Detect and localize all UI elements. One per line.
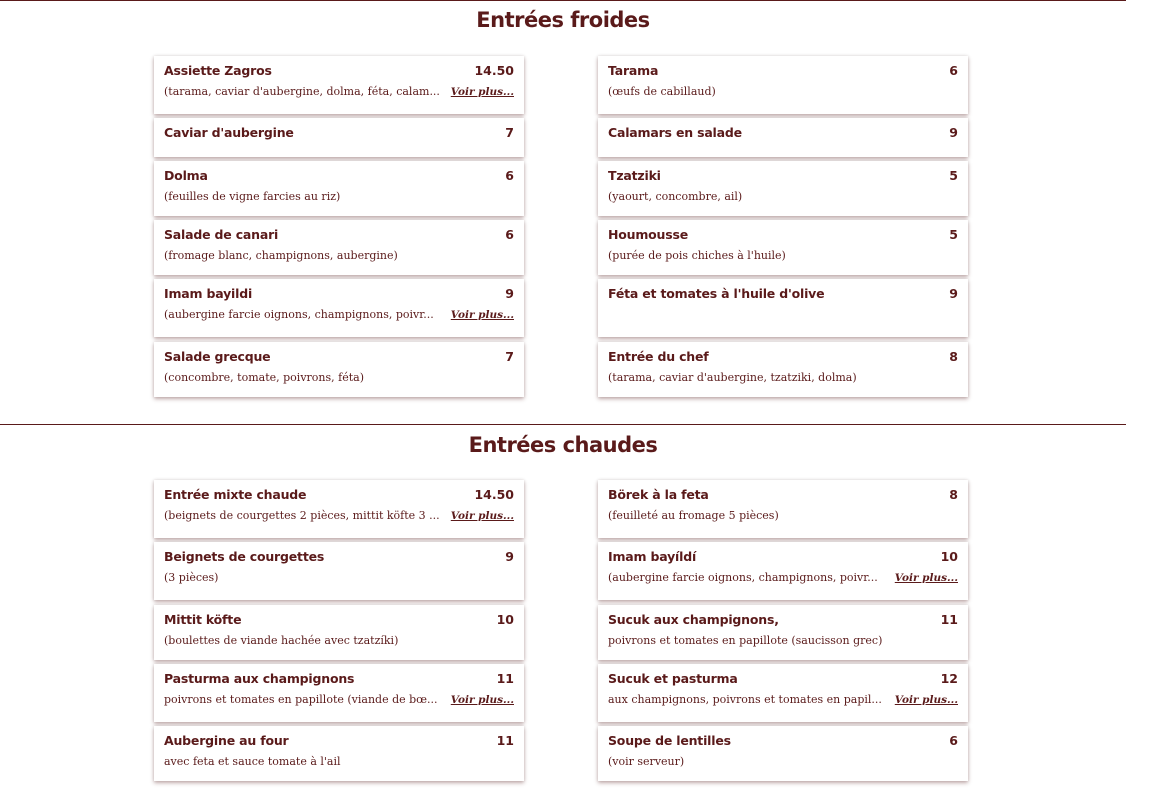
dish-description: (voir serveur) xyxy=(608,755,685,768)
dish-description: (3 pièces) xyxy=(164,571,219,584)
dish-price: 8 xyxy=(949,349,958,364)
see-more-link[interactable]: Voir plus... xyxy=(894,694,958,706)
dish-description: (aubergine farcie oignons, champignons, poivr... xyxy=(608,571,878,584)
dish-price: 5 xyxy=(949,227,958,242)
dish-description: (fromage blanc, champignons, aubergine) xyxy=(164,249,398,262)
dish-name: Sucuk et pasturma xyxy=(608,671,738,686)
dish-price: 5 xyxy=(949,168,958,183)
menu-item-card[interactable] xyxy=(598,542,968,600)
menu-item-card[interactable] xyxy=(598,664,968,722)
dish-price: 6 xyxy=(949,733,958,748)
menu-item-card[interactable] xyxy=(154,342,524,397)
dish-price: 9 xyxy=(505,549,514,564)
dish-description: (boulettes de viande hachée avec tzatzíki) xyxy=(164,634,399,647)
dish-price: 11 xyxy=(496,671,514,686)
dish-price: 11 xyxy=(940,612,958,627)
dish-description: (purée de pois chiches à l'huile) xyxy=(608,249,786,262)
dish-description: (yaourt, concombre, ail) xyxy=(608,190,743,203)
menu-item-card[interactable] xyxy=(154,118,524,157)
dish-name: Mittit köfte xyxy=(164,612,242,627)
see-more-link[interactable]: Voir plus... xyxy=(894,572,958,584)
dish-description: (concombre, tomate, poivrons, féta) xyxy=(164,371,364,384)
dish-description: (œufs de cabillaud) xyxy=(608,85,716,98)
dish-price: 11 xyxy=(496,733,514,748)
dish-price: 10 xyxy=(496,612,514,627)
dish-name: Aubergine au four xyxy=(164,733,289,748)
dish-name: Beignets de courgettes xyxy=(164,549,325,564)
dish-price: 12 xyxy=(940,671,958,686)
dish-name: Pasturma aux champignons xyxy=(164,671,355,686)
dish-price: 6 xyxy=(949,63,958,78)
menu-item-card[interactable] xyxy=(154,56,524,114)
menu-item-card[interactable] xyxy=(154,279,524,337)
dish-name: Tarama xyxy=(608,63,659,78)
menu-item-card[interactable] xyxy=(598,480,968,538)
dish-description: avec feta et sauce tomate à l'ail xyxy=(164,755,341,768)
dish-description: (feuilles de vigne farcies au riz) xyxy=(164,190,341,203)
menu-item-card[interactable] xyxy=(598,220,968,275)
dish-name: Entrée mixte chaude xyxy=(164,487,307,502)
menu-item-card[interactable] xyxy=(598,342,968,397)
section-title-entrees-chaudes: Entrées chaudes xyxy=(468,433,658,457)
see-more-link[interactable]: Voir plus... xyxy=(450,86,514,98)
dish-name: Salade grecque xyxy=(164,349,271,364)
dish-description: poivrons et tomates en papillote (saucisson grec) xyxy=(608,634,883,647)
menu-item-card[interactable] xyxy=(598,605,968,660)
menu-item-card[interactable] xyxy=(598,161,968,216)
dish-name: Dolma xyxy=(164,168,208,183)
dish-name: Caviar d'aubergine xyxy=(164,125,294,140)
dish-description: poivrons et tomates en papillote (viande de bœ... xyxy=(164,693,438,706)
dish-price: 7 xyxy=(505,125,514,140)
dish-price: 14.50 xyxy=(474,63,514,78)
dish-name: Salade de canari xyxy=(164,227,279,242)
dish-name: Tzatziki xyxy=(608,168,661,183)
dish-description: aux champignons, poivrons et tomates en papil... xyxy=(608,693,882,706)
dish-name: Houmousse xyxy=(608,227,689,242)
menu-item-card[interactable] xyxy=(154,542,524,600)
dish-price: 6 xyxy=(505,227,514,242)
dish-price: 9 xyxy=(949,286,958,301)
dish-price: 10 xyxy=(940,549,958,564)
dish-name: Soupe de lentilles xyxy=(608,733,731,748)
section-title-entrees-froides: Entrées froides xyxy=(476,8,650,32)
menu-item-card[interactable] xyxy=(598,56,968,114)
menu-item-card[interactable] xyxy=(154,605,524,660)
dish-description: (tarama, caviar d'aubergine, dolma, féta, calam... xyxy=(164,85,440,98)
menu-item-card[interactable] xyxy=(154,480,524,538)
section-divider xyxy=(0,424,1126,425)
dish-description: (beignets de courgettes 2 pièces, mittit köfte 3 ... xyxy=(164,509,440,522)
dish-price: 14.50 xyxy=(474,487,514,502)
dish-price: 7 xyxy=(505,349,514,364)
dish-name: Imam bayíldí xyxy=(608,549,697,564)
section-divider-top xyxy=(0,0,1126,1)
dish-price: 8 xyxy=(949,487,958,502)
dish-name: Börek à la feta xyxy=(608,487,709,502)
menu-item-card[interactable] xyxy=(154,161,524,216)
dish-description: (feuilleté au fromage 5 pièces) xyxy=(608,509,779,522)
menu-item-card[interactable] xyxy=(154,220,524,275)
dish-price: 9 xyxy=(505,286,514,301)
menu-item-card[interactable] xyxy=(598,118,968,157)
dish-name: Sucuk aux champignons, xyxy=(608,612,779,627)
see-more-link[interactable]: Voir plus... xyxy=(450,694,514,706)
dish-price: 9 xyxy=(949,125,958,140)
menu-item-card[interactable] xyxy=(598,726,968,781)
dish-name: Assiette Zagros xyxy=(164,63,272,78)
menu-item-card[interactable] xyxy=(598,279,968,337)
see-more-link[interactable]: Voir plus... xyxy=(450,309,514,321)
menu-item-card[interactable] xyxy=(154,726,524,781)
dish-price: 6 xyxy=(505,168,514,183)
menu-item-card[interactable] xyxy=(154,664,524,722)
see-more-link[interactable]: Voir plus... xyxy=(450,510,514,522)
dish-description: (tarama, caviar d'aubergine, tzatziki, dolma) xyxy=(608,371,857,384)
dish-name: Féta et tomates à l'huile d'olive xyxy=(608,286,825,301)
dish-name: Calamars en salade xyxy=(608,125,742,140)
dish-name: Entrée du chef xyxy=(608,349,709,364)
dish-description: (aubergine farcie oignons, champignons, poivr... xyxy=(164,308,434,321)
dish-name: Imam bayildi xyxy=(164,286,253,301)
